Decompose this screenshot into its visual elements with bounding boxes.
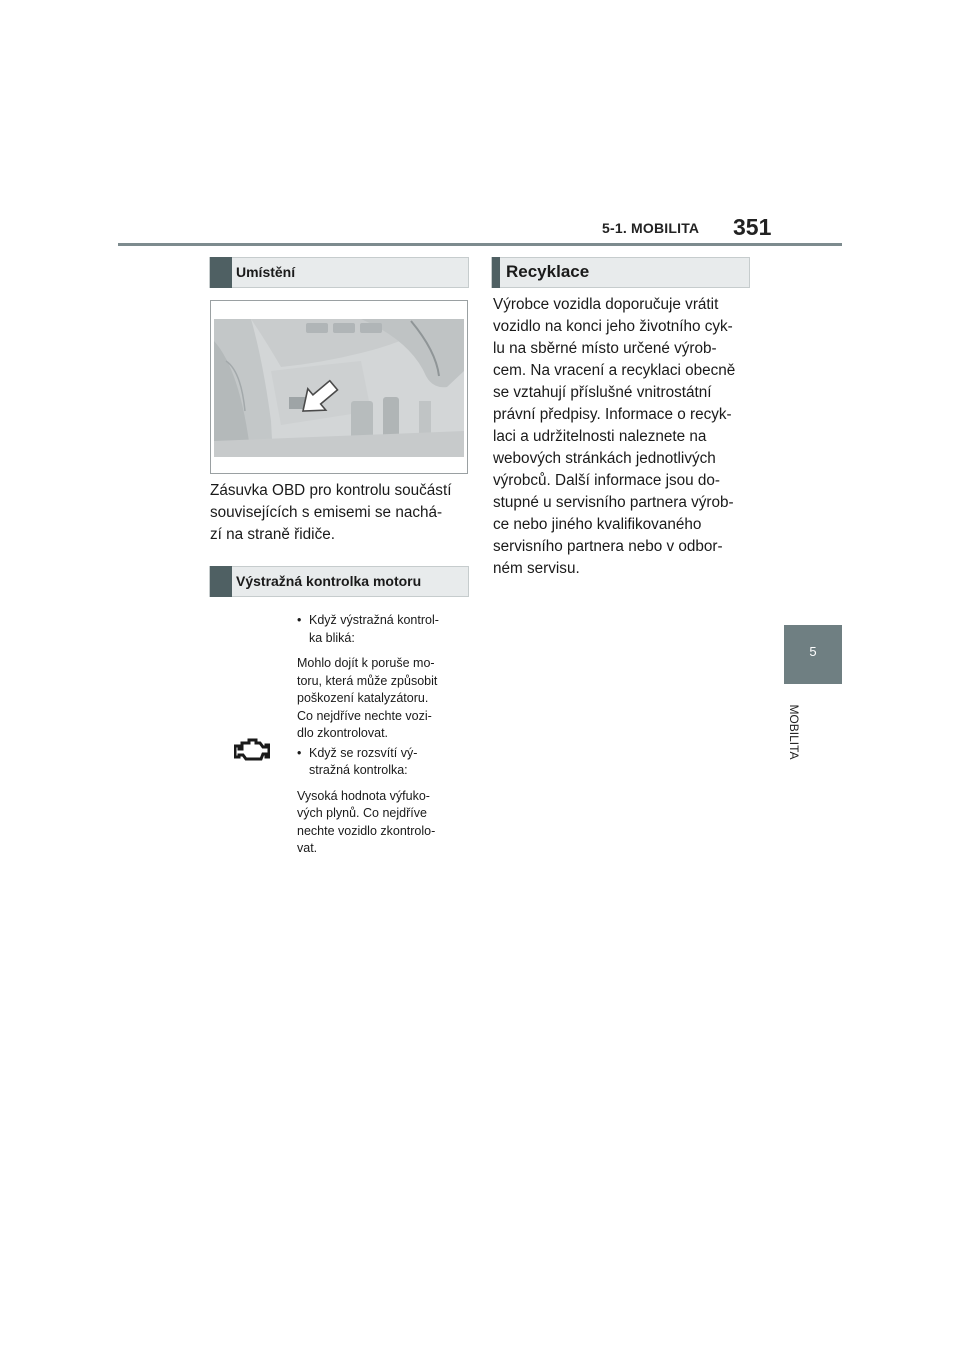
check-engine-icon-graphic: [234, 738, 270, 762]
detail-line: Vysoká hodnota výfuko-: [297, 788, 430, 803]
page-number: 351: [733, 214, 772, 240]
paragraph-line: servisního partnera nebo v odbor-: [493, 538, 723, 555]
detail-line: Co nejdříve nechte vozi-: [297, 708, 432, 723]
obd-location-illustration: [210, 300, 468, 474]
detail-line: vat.: [297, 841, 318, 855]
section-heading-label: Recyklace: [506, 262, 590, 281]
paragraph-line: se vztahují příslušné vnitrostátní: [493, 384, 712, 401]
caption-line: zí na straně řidiče.: [210, 526, 335, 543]
paragraph-line: laci a udržitelnosti naleznete na: [493, 428, 707, 445]
caption-line: souvisejících s emisemi se nachá-: [210, 504, 443, 521]
paragraph-line: výrobců. Další informace jsou do-: [493, 472, 720, 489]
paragraph-line: lu na sběrné místo určené výrob-: [493, 340, 717, 357]
header-divider: [118, 243, 842, 246]
paragraph-line: webových stránkách jednotlivých: [493, 450, 716, 467]
paragraph-line: Výrobce vozidla doporučuje vrátit: [493, 296, 719, 313]
list-item-line: • Když výstražná kontrol-: [309, 613, 439, 627]
obd-illustration-drawing: [211, 301, 467, 473]
section-heading-label: Výstražná kontrolka motoru: [236, 573, 422, 589]
paragraph-line: právní předpisy. Informace o recyk-: [493, 406, 732, 423]
list-item-line: stražná kontrolka:: [309, 763, 408, 777]
detail-line: vých plynů. Co nejdříve: [297, 806, 427, 820]
list-item: [297, 612, 465, 647]
section-heading-umisteni: [209, 257, 469, 288]
chapter-side-label-text: MOBILITA: [787, 704, 801, 760]
paragraph-line: ce nebo jiného kvalifikovaného: [493, 516, 702, 533]
list-item-line: ka bliká:: [309, 630, 355, 645]
running-header-section: 5-1. MOBILITA: [602, 220, 700, 236]
section-heading-recyklace: [491, 257, 750, 288]
check-engine-icon: [234, 738, 270, 762]
section-heading-vystrazna: [209, 566, 469, 597]
list-item-detail: [297, 655, 465, 743]
paragraph-line: cem. Na vracení a recyklaci obecně: [493, 362, 736, 379]
section-heading-label: Umístění: [236, 264, 296, 280]
obd-caption: [210, 480, 472, 546]
paragraph-line: vozidlo na konci jeho životního cyk-: [493, 318, 733, 335]
detail-line: dlo zkontrolovat.: [297, 726, 389, 740]
heading-marker: [210, 566, 232, 597]
recycling-paragraph: [493, 294, 763, 580]
warning-light-description: [297, 612, 465, 860]
heading-marker: [492, 257, 500, 288]
list-item-detail: [297, 788, 465, 858]
detail-line: Mohlo dojít k poruše mo-: [297, 656, 435, 670]
chapter-side-label: [774, 695, 814, 775]
heading-marker: [210, 257, 232, 288]
detail-line: poškození katalyzátoru.: [297, 691, 429, 705]
paragraph-line: stupné u servisního partnera výrob-: [493, 494, 734, 511]
detail-line: nechte vozidlo zkontrolo-: [297, 823, 436, 838]
caption-line: Zásuvka OBD pro kontrolu součástí: [210, 482, 452, 499]
list-item-line: • Když se rozsvítí vý-: [309, 745, 418, 760]
chapter-tab: 5: [784, 625, 842, 684]
paragraph-line: ném servisu.: [493, 560, 580, 577]
list-item: [297, 745, 465, 780]
detail-line: toru, která může způsobit: [297, 673, 438, 688]
